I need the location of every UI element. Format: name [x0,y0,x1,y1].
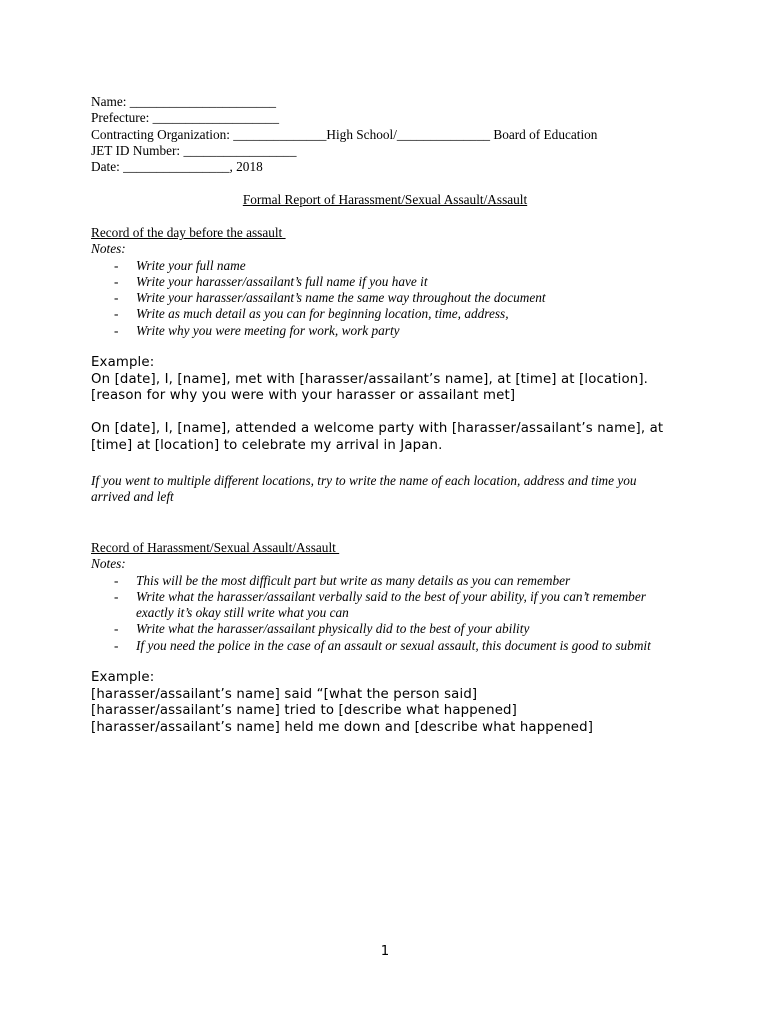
list-item: - Write your harasser/assailant’s full name if you have it [114,273,428,289]
jet-id-field: JET ID Number: _________________ [91,142,297,158]
section1-example-line: [reason for why you were with your harasser or assailant met] [91,388,516,403]
section-before-assault [91,225,691,339]
list-item: - Write why you were meeting for work, work party [114,322,400,338]
list-item: - Write what the harasser/assailant physically did to the best of your ability [114,621,530,637]
section2-example-label: Example: [91,670,155,685]
list-item: - Write your harasser/assailant’s name the same way throughout the document [114,290,546,306]
section1-example2-line: On [date], I, [name], attended a welcome party with [harasser/assailant’s name], at [91,421,664,436]
section2-example-line: [harasser/assailant’s name] tried to [describe what happened] [91,703,517,718]
section1-tip-line: arrived and left [91,489,174,505]
section1-example-label: Example: [91,355,155,370]
section2-notes-list [91,573,711,654]
list-item: - Write your full name [114,257,246,273]
section2-example-line: [harasser/assailant’s name] said “[what the person said] [91,686,478,702]
section1-notes-list [91,258,691,339]
section2-example-line: [harasser/assailant’s name] held me down and [describe what happened] [91,719,594,735]
section1-example-line: On [date], I, [name], met with [harasser/assailant’s name], at [time] at [location]. [91,371,649,387]
list-item: - If you need the police in the case of an assault or sexual assault, this document is good to submit [114,637,651,653]
section-harassment-record [91,540,711,654]
list-item: - This will be the most difficult part but write as many details as you can remember [114,572,571,588]
section1-notes-label: Notes: [91,241,126,257]
section1-example [91,355,711,405]
section1-tip-line: If you went to multiple different locations, try to write the name of each location, address and time you [91,473,637,488]
page-number: 1 [380,944,390,959]
section2-example [91,670,711,736]
section2-notes-label: Notes: [91,556,126,572]
list-item: - Write as much detail as you can for beginning location, time, address, [114,306,509,322]
section1-example-2 [91,421,711,454]
section1-heading: Record of the day before the assault [91,225,286,240]
date-field: Date: ________________, 2018 [91,159,263,175]
document-title: Formal Report of Harassment/Sexual Assault/Assault [242,192,528,207]
section1-example2-line: [time] at [location] to celebrate my arrival in Japan. [91,437,443,453]
document-title-wrap [0,192,770,208]
prefecture-field: Prefecture: ___________________ [91,110,279,126]
contracting-organization-field: Contracting Organization: ______________High School/______________ Board of Education [91,126,598,142]
name-field: Name: ______________________ [91,94,277,109]
header-fields [91,94,691,175]
list-item: - Write what the harasser/assailant verbally said to the best of your ability, if you can’t remember exactly it’s okay still write what you can [114,588,646,621]
section2-heading: Record of Harassment/Sexual Assault/Assault [91,540,340,555]
section1-tip [91,473,711,506]
